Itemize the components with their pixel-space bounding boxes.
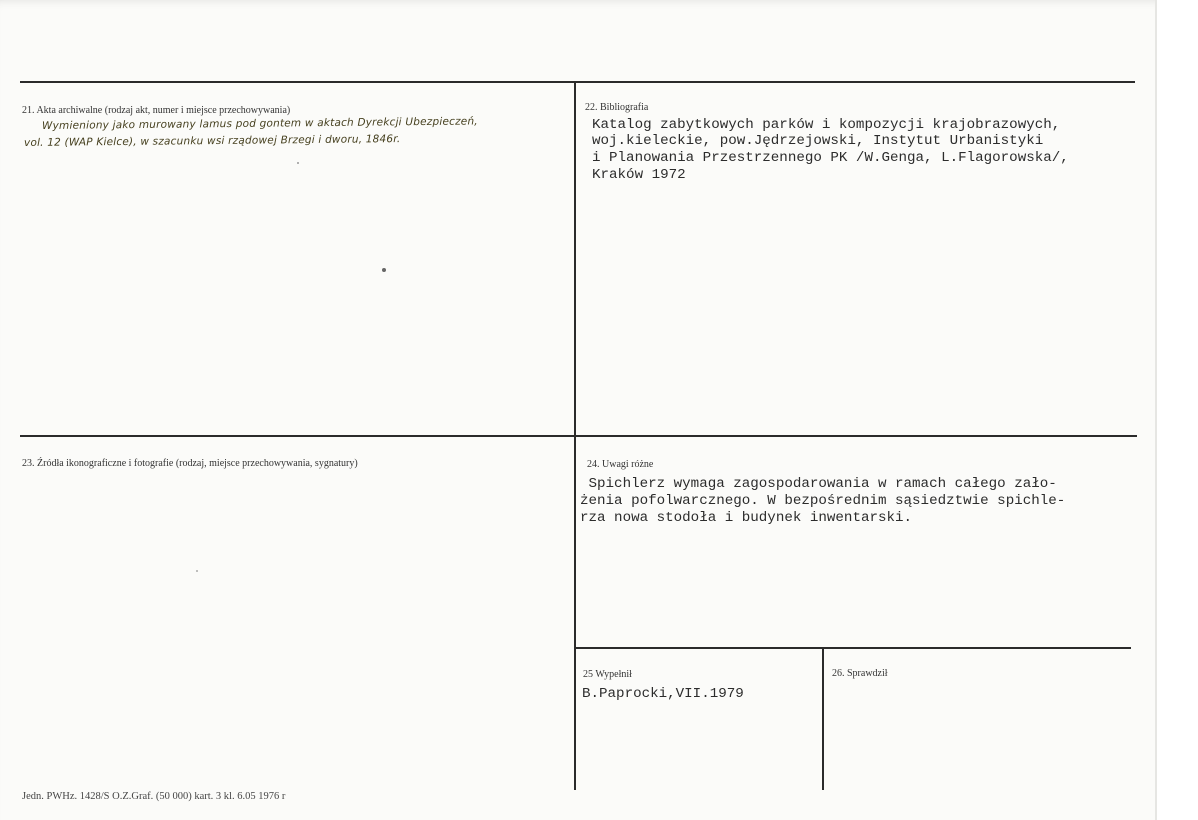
- field-25-label: 25 Wypełnił: [583, 669, 632, 680]
- print-footer: Jedn. PWHz. 1428/S O.Z.Graf. (50 000) kart. 3 kl. 6.05 1976 r: [22, 791, 286, 802]
- signature-rule: [576, 647, 1131, 649]
- field-22-line-2: woj.kieleckie, pow.Jędrzejowski, Instytut Urbanistyki: [592, 133, 1044, 149]
- field-26-label: 26. Sprawdził: [832, 668, 888, 679]
- paper-speck: [196, 570, 198, 572]
- signature-divider: [822, 649, 824, 790]
- field-21-handwritten-line-1: Wymieniony jako murowany lamus pod gontem w aktach Dyrekcji Ubezpieczeń,: [41, 115, 478, 132]
- field-22-line-3: i Planowania Przestrzennego PK /W.Genga, L.Flagorowska/,: [592, 150, 1069, 166]
- paper-speck: [297, 162, 299, 164]
- field-24-line-1: Spichlerz wymaga zagospodarowania w ramach całego zało-: [580, 476, 1057, 492]
- field-24-line-3: rza nowa stodoła i budynek inwentarski.: [580, 510, 913, 526]
- field-22-label: 22. Bibliografia: [585, 102, 649, 113]
- field-21-handwritten-line-2: vol. 12 (WAP Kielce), w szacunku wsi rządowej Brzegi i dworu, 1846r.: [23, 133, 401, 149]
- field-24-label: 24. Uwagi różne: [587, 459, 654, 470]
- top-rule: [20, 81, 1135, 83]
- field-22-line-1: Katalog zabytkowych parków i kompozycji krajobrazowych,: [592, 117, 1061, 133]
- paper-speck: [382, 268, 386, 272]
- field-22-line-4: Kraków 1972: [592, 167, 686, 183]
- middle-rule: [20, 435, 1137, 437]
- field-23-label: 23. Źródła ikonograficzne i fotografie (rodzaj, miejsce przechowywania, sygnatury): [22, 458, 358, 469]
- field-21-label: 21. Akta archiwalne (rodzaj akt, numer i miejsce przechowywania): [22, 105, 291, 116]
- field-24-line-2: żenia pofolwarcznego. W bezpośrednim sąsiedztwie spichle-: [580, 493, 1066, 509]
- card-edge: [1155, 0, 1157, 820]
- field-25-value: B.Paprocki,VII.1979: [582, 686, 744, 702]
- center-divider: [574, 82, 576, 790]
